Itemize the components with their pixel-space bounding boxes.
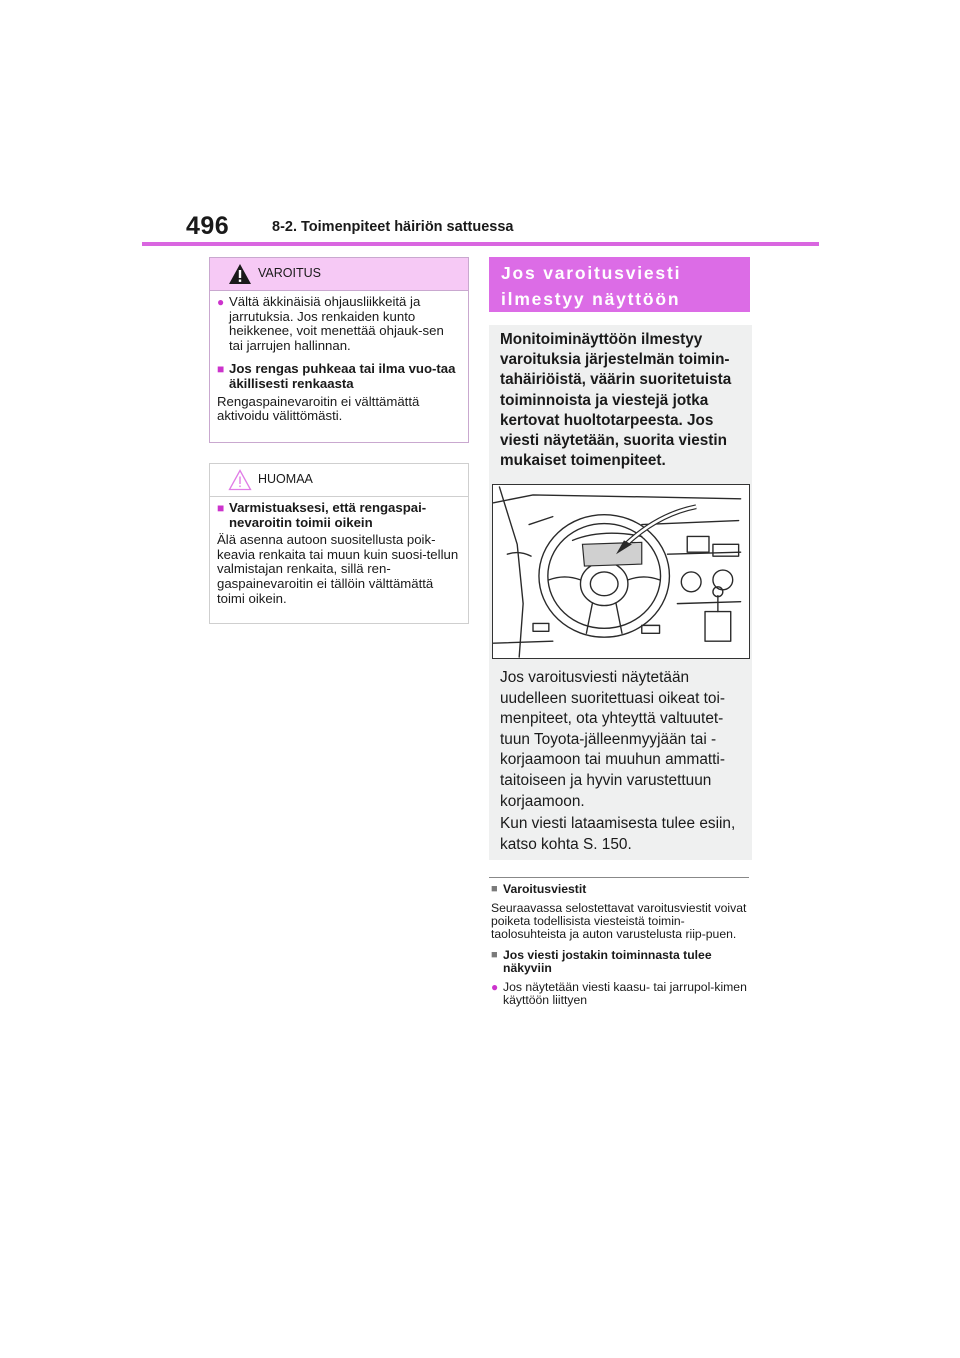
heading-warning-messages-text: Varoitusviestit (503, 882, 587, 896)
bullet-dot-icon: ● (491, 980, 499, 995)
heading-warning-messages (491, 883, 751, 896)
warning-bullet (217, 295, 461, 353)
warning-label: VAROITUS (258, 266, 321, 280)
bullet-dot-icon: ● (217, 295, 225, 309)
heading-function-message (491, 949, 751, 975)
intro-text: Monitoiminäyttöön ilmestyy varoituksia järjestelmän toimin-tahäiriöistä, väärin suoritetuista toiminnoista ja viestejä jotka kertovat huoltotarpeesta. Jos viesti näytetään, suorita viestin mukaiset toimenpiteet. (500, 331, 732, 470)
bullet-square-icon: ■ (217, 362, 225, 377)
header-divider (142, 242, 819, 246)
paragraph-contact: Jos varoitusviesti näytetään uudelleen suoritettuasi oikeat toi-menpiteet, ota yhteyttä valtuutet-tuun Toyota-jälleenmyyjään tai -korjaamoon tai muuhun ammatti-taitoiseen ja hyvin varustettuun korjaamoon. (500, 669, 726, 810)
bullet-square-icon: ■ (217, 501, 225, 515)
notice-body (210, 497, 468, 606)
warning-triangle-icon (228, 263, 252, 285)
lower-section (491, 883, 751, 1007)
warning-header (210, 258, 468, 291)
page-number: 496 (186, 212, 230, 240)
notice-triangle-icon (228, 469, 252, 491)
warning-text: Rengaspainevaroitin ei välttämättä aktivoidu välittömästi. (217, 393, 420, 424)
section-heading-line1: Jos varoitusviesti (501, 263, 682, 283)
warning-messages-text: Seuraavassa selostettavat varoitusviestit voivat poiketa todellisista viesteistä toimin-taolosuhteista ja auton varustelusta riip-puen. (491, 900, 747, 941)
pedal-bullet (491, 981, 751, 1007)
notice-box (209, 463, 469, 624)
warning-box (209, 257, 469, 443)
notice-subhead-text: Varmistuaksesi, että rengaspai-nevaroitin toimii oikein (229, 500, 427, 530)
warning-subhead (217, 362, 461, 391)
warning-bullet-text: Vältä äkkinäisiä ohjausliikkeitä ja jarrutuksia. Jos renkaiden kunto heikkenee, voit menettää ohjauk-sen tai jarrujen hallinnan. (229, 294, 444, 353)
notice-subhead (217, 501, 461, 530)
section-title: 8-2. Toimenpiteet häiriön sattuessa (272, 219, 514, 235)
notice-header (210, 464, 468, 497)
bullet-square-icon: ■ (491, 883, 498, 895)
section-heading (489, 257, 750, 312)
heading-function-message-text: Jos viesti jostakin toiminnasta tulee näkyviin (503, 947, 712, 975)
section-heading-line2: ilmestyy näyttöön (501, 289, 681, 309)
warning-body (210, 291, 468, 424)
notice-text: Älä asenna autoon suositellusta poik-keavia renkaita tai muun kuin suosi-tellun valmistajan renkaita, sillä ren-gaspainevaroitin ei tällöin välttämättä toimi oikein. (217, 532, 459, 606)
bullet-square-icon: ■ (491, 948, 498, 961)
warning-subhead-text: Jos rengas puhkeaa tai ilma vuo-taa äkillisesti renkaasta (229, 361, 456, 391)
lower-divider (489, 877, 749, 878)
dashboard-illustration (492, 484, 750, 659)
notice-label: HUOMAA (258, 472, 313, 486)
paragraph-charging: Kun viesti lataamisesta tulee esiin, katso kohta S. 150. (500, 815, 736, 853)
pedal-bullet-text: Jos näytetään viesti kaasu- tai jarrupol-kimen käyttöön liittyen (503, 980, 747, 1008)
